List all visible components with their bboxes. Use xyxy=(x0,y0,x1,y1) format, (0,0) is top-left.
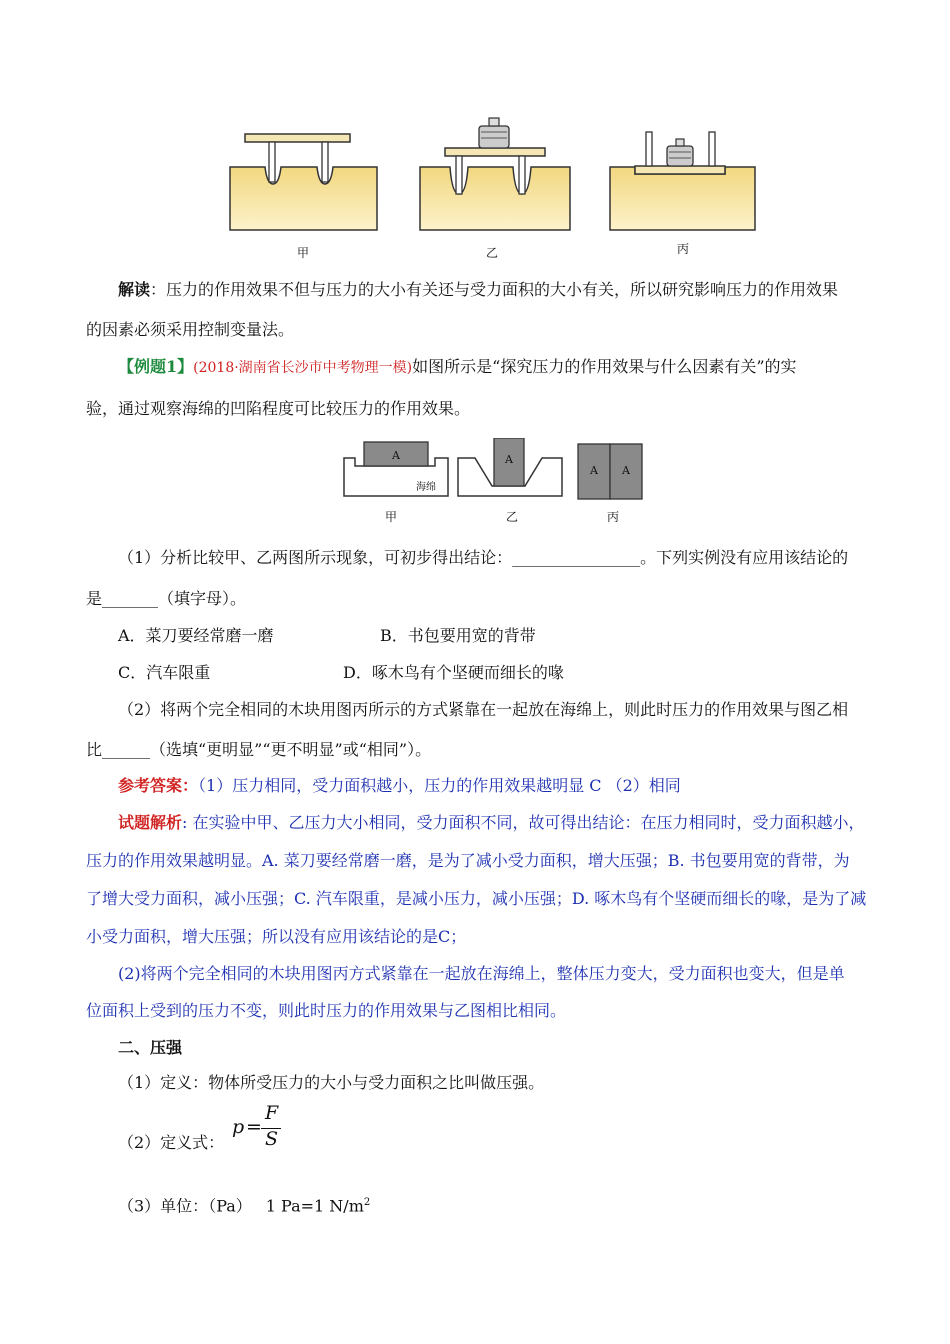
figure1-caption-jia: 甲 xyxy=(297,246,310,260)
q2-line-2: 比______（选填“更明显”“更不明显”或“相同”）。 xyxy=(86,740,432,759)
example-source: (2018·湖南省长沙市中考物理一模) xyxy=(193,360,413,376)
section2-unit: （3）单位：（Pa） 1 Pa=1 $N/m^2$ xyxy=(118,1196,371,1216)
figure2-caption-yi: 乙 xyxy=(506,510,519,524)
figure-blocks-on-sponge xyxy=(340,438,650,508)
figure2-panel-bing xyxy=(578,444,642,499)
figure2-block-label: A xyxy=(392,449,400,462)
q2-line-1: （2）将两个完全相同的木块用图丙所示的方式紧靠在一起放在海绵上，则此时压力的作用效果与图乙相 xyxy=(118,700,849,719)
figure1-panel-bing xyxy=(610,132,755,230)
document-page: 甲 乙 丙 解读：压力的作用效果不但与压力的大小有关还与受力面积的大小有关，所以研究影响压力的作用效果 的因素必须采用控制变量法。 【例题1】(2018·湖南省长沙市中考物理一模)如图所示是“探究压力的作用效果与什么因素有关”的实 验，通过观察海绵的凹陷程度可比较压力的作用效果。 A 海绵 A A A 甲 乙 丙 （1）分析比较甲、乙两图所示现象，可初步得出结论：________________。下列实例没有应用该结论的 是_______（填字母）。 A．菜刀要经常磨一磨 B．书包要用宽的背带 C．汽车限重 D．啄木鸟有个坚硬而细长的喙 （2）将两个完全相同的木块用图丙所示的方式紧靠在一起放在海绵上，则此时压力的作用效果与图乙相 比______（选填“更明显”“更不明显”或“相同”）。 参考答案：（1）压力相同，受力面积越小，压力的作用效果越明显 C （2）相同 试题解析: 在实验中甲、乙压力大小相同，受力面积不同，故可得出结论：在压力相同时，受力面积越小， 压力的作用效果越明显。A. 菜刀要经常磨一磨，是为了减小受力面积，增大压强；B. 书包要用宽的背带，为 了增大受力面积，减小压强；C. 汽车限重，是减小压力，减小压强；D. 啄木鸟有个坚硬而细长的喙，是为了减 小受力面积，增大压强；所以没有应用该结论的是C； (2)将两个完全相同的木块用图丙方式紧靠在一起放在海绵上，整体压力变大，受力面积也变大，但是单 位面积上受到的压力不变，则此时压力的作用效果与乙图相比相同。 二、压强 （1）定义：物体所受压力的大小与受力面积之比叫做压强。 （2）定义式： p = F S （3）单位：（Pa） 1 Pa=1 $N/m^2$ xyxy=(0,0,950,1344)
q1-option-b: B．书包要用宽的背带 xyxy=(380,626,536,645)
figure1-caption-bing: 丙 xyxy=(677,242,690,256)
answer-line xyxy=(118,775,898,797)
figure2-panel-yi xyxy=(458,438,562,496)
section2-heading: 二、压强 xyxy=(118,1038,183,1057)
figure2-panel-jia xyxy=(344,442,448,496)
section2-formula-label: （2）定义式： xyxy=(118,1133,225,1152)
figure2-sponge-label: 海绵 xyxy=(416,482,436,493)
example-line-1: 【例题1】(2018·湖南省长沙市中考物理一模)如图所示是“探究压力的作用效果与什么因素有关”的实 xyxy=(118,357,797,376)
answer-text: （1）压力相同，受力面积越小，压力的作用效果越明显 C （2）相同 xyxy=(198,776,681,795)
q1-option-a: A．菜刀要经常磨一磨 xyxy=(118,626,274,645)
figure2-block-label-bing-2: A xyxy=(622,464,630,477)
jiedu-line-1: 解读：压力的作用效果不但与压力的大小有关还与受力面积的大小有关，所以研究影响压力的作用效果 xyxy=(118,280,839,299)
q1-line-2: 是_______（填字母）。 xyxy=(86,589,247,608)
analysis-line-5: (2)将两个完全相同的木块用图丙方式紧靠在一起放在海绵上，整体压力变大，受力面积也变大，但是单 xyxy=(118,964,845,983)
jiedu-line-2: 的因素必须采用控制变量法。 xyxy=(86,320,295,339)
analysis-line-1: 试题解析: 在实验中甲、乙压力大小相同，受力面积不同，故可得出结论：在压力相同时，受力面积越小， xyxy=(118,813,865,832)
example-line-2: 验，通过观察海绵的凹陷程度可比较压力的作用效果。 xyxy=(86,399,471,418)
figure2-caption-jia: 甲 xyxy=(385,510,398,524)
q1-option-d: D．啄木鸟有个坚硬而细长的喙 xyxy=(343,663,564,682)
analysis-line-6: 位面积上受到的压力不变，则此时压力的作用效果与乙图相比相同。 xyxy=(86,1001,567,1020)
section2-definition: （1）定义：物体所受压力的大小与受力面积之比叫做压强。 xyxy=(118,1073,545,1092)
analysis-line-2: 压力的作用效果越明显。A. 菜刀要经常磨一磨，是为了减小受力面积，增大压强；B. 书包要用宽的背带，为 xyxy=(86,851,850,870)
figure1-panel-jia xyxy=(230,134,377,230)
figure2-caption-bing: 丙 xyxy=(607,510,620,524)
analysis-line-3: 了增大受力面积，减小压强；C. 汽车限重，是减小压力，减小压强；D. 啄木鸟有个坚硬而细长的喙，是为了减 xyxy=(86,889,867,908)
analysis-line-4: 小受力面积，增大压强；所以没有应用该结论的是C； xyxy=(86,927,467,946)
figure2-block-label-bing-1: A xyxy=(590,464,598,477)
figure1-caption-yi: 乙 xyxy=(486,246,499,260)
jiedu-label: 解读 xyxy=(118,280,151,299)
q1-line-1: （1）分析比较甲、乙两图所示现象，可初步得出结论：________________。下列实例没有应用该结论的 xyxy=(118,548,849,567)
example-tag: 【例题1】 xyxy=(118,357,194,376)
analysis-label: 试题解析 xyxy=(118,813,183,832)
figure1-panel-yi xyxy=(420,118,570,230)
q1-option-c: C．汽车限重 xyxy=(118,663,211,682)
figure2-block-label-yi: A xyxy=(505,453,513,466)
answer-label: 参考答案： xyxy=(118,776,199,795)
